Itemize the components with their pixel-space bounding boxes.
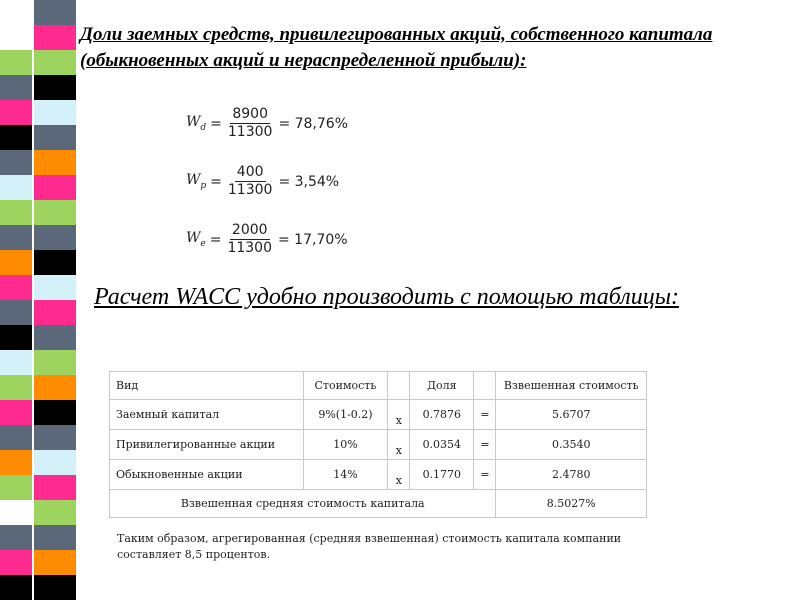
stripe-segment — [0, 25, 32, 50]
total-value: 8.5027% — [496, 490, 647, 518]
cell-weighted-cost: 0.3540 — [496, 430, 647, 460]
stripe-segment — [34, 0, 76, 25]
formula-result: = 3,54% — [278, 173, 340, 190]
stripe-segment — [0, 400, 32, 425]
cell-equals: = — [474, 460, 496, 490]
stripe-segment — [34, 100, 76, 125]
stripe-segment — [34, 400, 76, 425]
formula-wp: $W_p$ = $\frac{400}{11300}$ = 3,54% — [186, 164, 340, 198]
denominator: 11300 — [227, 240, 272, 256]
cell-weighted-cost: 2.4780 — [496, 460, 647, 490]
header-type: Вид — [110, 372, 304, 400]
formula-symbol: $W_d$ — [186, 114, 207, 133]
cell-cost: 10% — [303, 430, 388, 460]
cell-type: Заемный капитал — [110, 400, 304, 430]
stripe-segment — [0, 50, 32, 75]
stripe-segment — [0, 425, 32, 450]
formula-result: = 78,76% — [278, 115, 348, 132]
stripe-segment — [0, 150, 32, 175]
stripe-segment — [34, 550, 76, 575]
cell-share: 0.7876 — [410, 400, 474, 430]
total-label: Взвешенная средняя стоимость капитала — [110, 490, 496, 518]
table-intro-heading: Расчет WACC удобно производить с помощью таблицы: — [94, 284, 679, 310]
stripe-segment — [34, 375, 76, 400]
stripe-segment — [34, 350, 76, 375]
wacc-table — [109, 371, 647, 518]
cell-equals: = — [474, 400, 496, 430]
stripe-segment — [34, 275, 76, 300]
stripe-segment — [0, 0, 32, 25]
stripe-segment — [0, 225, 32, 250]
numerator: 8900 — [232, 106, 268, 122]
table-row — [110, 460, 647, 490]
conclusion-text: Таким образом, агрегированная (средняя взвешенная) стоимость капитала компании составляет 8,5 процентов. — [117, 532, 622, 561]
stripe-segment — [0, 275, 32, 300]
header-share: Доля — [410, 372, 474, 400]
table-row — [110, 400, 647, 430]
stripe-segment — [34, 150, 76, 175]
denominator: 11300 — [227, 124, 273, 140]
page-heading: Доли заемных средств, привилегированных акций, собственного капитала (обыкновенных акций и нераспределенной прибыли): — [80, 24, 713, 71]
stripe-segment — [0, 125, 32, 150]
stripe-segment — [0, 525, 32, 550]
stripe-segment — [0, 300, 32, 325]
numerator: 2000 — [231, 222, 268, 238]
stripe-segment — [0, 450, 32, 475]
decorative-stripe-right — [34, 0, 76, 600]
header-blank — [388, 372, 410, 400]
stripe-segment — [0, 250, 32, 275]
stripe-segment — [0, 200, 32, 225]
stripe-segment — [0, 500, 32, 525]
stripe-segment — [34, 525, 76, 550]
stripe-segment — [0, 475, 32, 500]
stripe-segment — [0, 350, 32, 375]
stripe-segment — [34, 225, 76, 250]
stripe-segment — [34, 50, 76, 75]
formula-result: = 17,70% — [278, 231, 348, 248]
cell-multiply: x — [388, 460, 410, 490]
stripe-segment — [34, 250, 76, 275]
stripe-segment — [34, 25, 76, 50]
cell-cost: 14% — [303, 460, 388, 490]
stripe-segment — [34, 475, 76, 500]
cell-equals: = — [474, 430, 496, 460]
formula-symbol: $W_p$ — [186, 172, 207, 191]
cell-multiply: x — [388, 430, 410, 460]
header-cost: Стоимость — [303, 372, 388, 400]
stripe-segment — [34, 175, 76, 200]
denominator: 11300 — [227, 182, 273, 198]
stripe-segment — [0, 175, 32, 200]
stripe-segment — [34, 300, 76, 325]
formula-we: $W_e$ = $\frac{2000}{11300}$ = 17,70% — [186, 222, 348, 256]
cell-share: 0.0354 — [410, 430, 474, 460]
stripe-segment — [0, 550, 32, 575]
header-blank — [474, 372, 496, 400]
stripe-segment — [34, 450, 76, 475]
stripe-segment — [0, 100, 32, 125]
decorative-stripe-left — [0, 0, 32, 600]
cell-share: 0.1770 — [410, 460, 474, 490]
stripe-segment — [0, 75, 32, 100]
formula-wd: $W_d$ = $\frac{8900}{11300}$ = 78,76% — [186, 106, 348, 140]
stripe-segment — [34, 75, 76, 100]
table-row — [110, 430, 647, 460]
formula-symbol: $W_e$ — [186, 230, 206, 249]
stripe-segment — [34, 575, 76, 600]
stripe-segment — [0, 575, 32, 600]
stripe-segment — [34, 200, 76, 225]
cell-multiply: x — [388, 400, 410, 430]
cell-type: Привилегированные акции — [110, 430, 304, 460]
stripe-segment — [34, 425, 76, 450]
stripe-segment — [34, 325, 76, 350]
stripe-segment — [34, 500, 76, 525]
cell-weighted-cost: 5.6707 — [496, 400, 647, 430]
header-weighted-cost: Взвешенная стоимость — [496, 372, 647, 400]
stripe-segment — [0, 325, 32, 350]
table-total-row — [110, 490, 647, 518]
cell-cost: 9%(1-0.2) — [303, 400, 388, 430]
numerator: 400 — [236, 164, 264, 180]
cell-type: Обыкновенные акции — [110, 460, 304, 490]
table-header-row — [110, 372, 647, 400]
stripe-segment — [34, 125, 76, 150]
stripe-segment — [0, 375, 32, 400]
